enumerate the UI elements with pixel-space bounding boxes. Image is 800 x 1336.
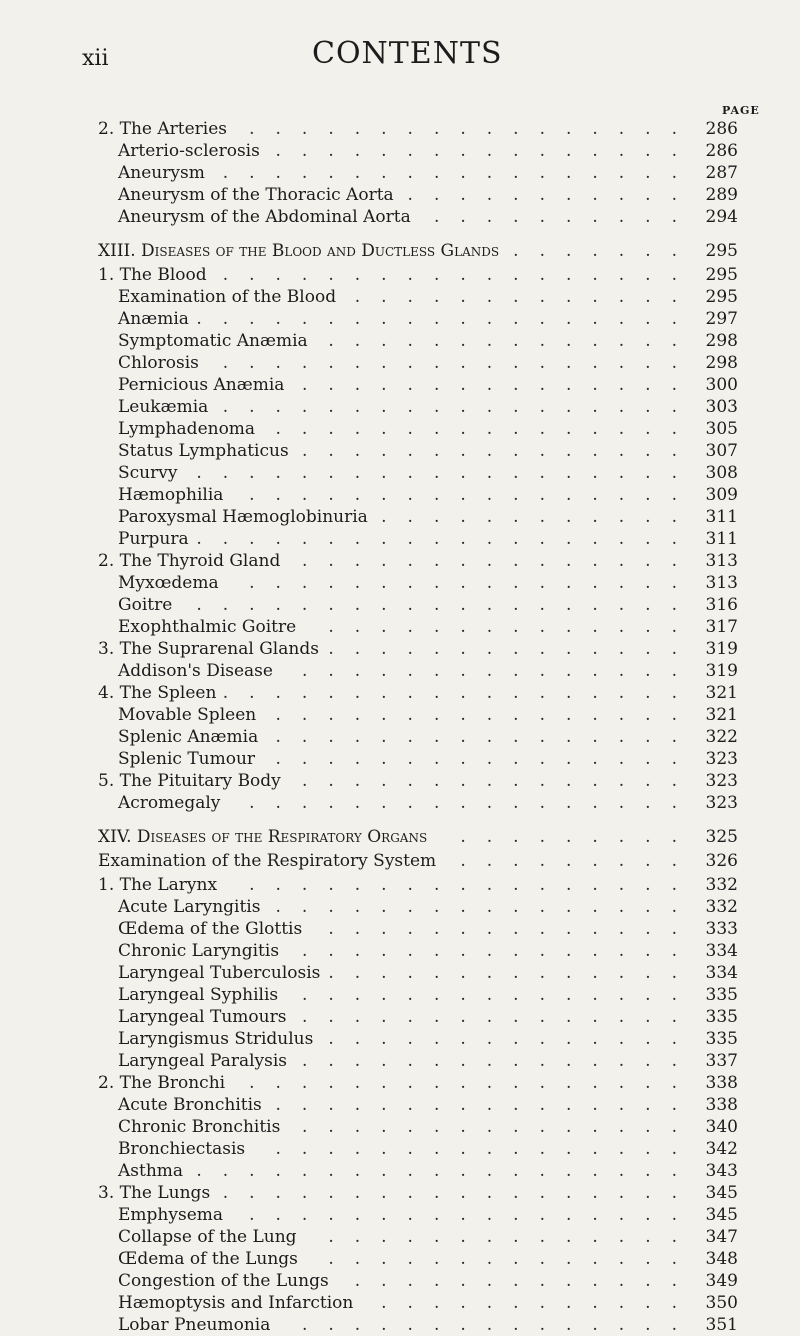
toc-entry-title: Splenic Tumour xyxy=(118,749,256,769)
toc-entry-title: 1. The Blood xyxy=(98,265,207,285)
toc-entry-page: 345 xyxy=(705,1205,738,1225)
dot-leader: .................. xyxy=(222,397,698,417)
toc-entry-row xyxy=(0,506,800,528)
dot-leader: ................ xyxy=(275,1095,698,1115)
toc-entry-title: XIII. Diseases of the Blood and Ductless Glands xyxy=(98,241,500,261)
toc-entry-title: Paroxysmal Hæmoglobinuria xyxy=(118,507,368,527)
dot-leader: .............. xyxy=(328,1249,698,1269)
toc-entry-page: 323 xyxy=(705,771,738,791)
dot-leader: ............... xyxy=(301,1117,698,1137)
toc-entry-page: 351 xyxy=(705,1315,738,1335)
toc-entry-title: Examination of the Respiratory System xyxy=(98,851,437,871)
toc-entry-page: 338 xyxy=(705,1073,738,1093)
toc-entry-page: 295 xyxy=(705,287,738,307)
dot-leader: ............ xyxy=(381,1293,698,1313)
toc-entry-title: Lymphadenoma xyxy=(118,419,256,439)
toc-entry-row xyxy=(0,594,800,616)
toc-entry-row xyxy=(0,874,800,896)
toc-entry-row xyxy=(0,1028,800,1050)
toc-entry-page: 319 xyxy=(705,661,738,681)
dot-leader: ................. xyxy=(249,1205,698,1225)
dot-leader: ............... xyxy=(301,1007,698,1027)
toc-entry-page: 319 xyxy=(705,639,738,659)
toc-entry-title: Laryngeal Tuberculosis xyxy=(118,963,321,983)
toc-entry-page: 298 xyxy=(705,353,738,373)
toc-entry-row xyxy=(0,162,800,184)
toc-entry-page: 307 xyxy=(705,441,738,461)
toc-entry-page: 313 xyxy=(705,573,738,593)
toc-entry-row xyxy=(0,792,800,814)
toc-entry-row xyxy=(0,264,800,286)
toc-entry-page: 295 xyxy=(705,241,738,261)
toc-entry-page: 305 xyxy=(705,419,738,439)
toc-entry-page: 316 xyxy=(705,595,738,615)
dot-leader: .................. xyxy=(222,265,698,285)
toc-entry-row xyxy=(0,660,800,682)
dot-leader: ............... xyxy=(301,941,698,961)
toc-entry-page: 332 xyxy=(705,875,738,895)
dot-leader: ................ xyxy=(275,1139,698,1159)
dot-leader: ................ xyxy=(275,897,698,917)
toc-entry-row xyxy=(0,572,800,594)
dot-leader: ................... xyxy=(196,1161,698,1181)
toc-entry-page: 333 xyxy=(705,919,738,939)
toc-entry-row xyxy=(0,850,800,872)
toc-entry-row xyxy=(0,984,800,1006)
toc-entry-row xyxy=(0,462,800,484)
toc-entry-title: Leukæmia xyxy=(118,397,209,417)
toc-entry-row xyxy=(0,962,800,984)
dot-leader: ................. xyxy=(249,793,698,813)
toc-entry-page: 340 xyxy=(705,1117,738,1137)
toc-entry-title: Aneurysm of the Abdominal Aorta xyxy=(118,207,411,227)
toc-entry-page: 286 xyxy=(705,141,738,161)
toc-entry-row xyxy=(0,1160,800,1182)
toc-entry-title: XIV. Diseases of the Respiratory Organs xyxy=(98,827,428,847)
dot-leader: ............... xyxy=(301,1315,698,1335)
toc-entry-row xyxy=(0,484,800,506)
toc-entry-row xyxy=(0,206,800,228)
toc-entry-title: 2. The Thyroid Gland xyxy=(98,551,281,571)
toc-entry-row xyxy=(0,1094,800,1116)
toc-entry-row xyxy=(0,748,800,770)
toc-entry-title: Laryngeal Syphilis xyxy=(118,985,279,1005)
toc-entry-row xyxy=(0,1072,800,1094)
toc-entry-page: 321 xyxy=(705,705,738,725)
dot-leader: ............... xyxy=(301,661,698,681)
toc-entry-title: Acute Laryngitis xyxy=(118,897,261,917)
dot-leader: .............. xyxy=(328,1227,698,1247)
toc-entry-title: Chronic Laryngitis xyxy=(118,941,280,961)
toc-entry-row xyxy=(0,330,800,352)
toc-entry-page: 286 xyxy=(705,119,738,139)
dot-leader: ................. xyxy=(249,875,698,895)
toc-entry-title: Arterio-sclerosis xyxy=(118,141,260,161)
dot-leader: .............. xyxy=(328,331,698,351)
toc-entry-page: 300 xyxy=(705,375,738,395)
toc-entry-row xyxy=(0,550,800,572)
toc-entry-row xyxy=(0,1292,800,1314)
toc-entry-page: 297 xyxy=(705,309,738,329)
toc-entry-title: Aneurysm of the Thoracic Aorta xyxy=(118,185,394,205)
toc-entry-title: Asthma xyxy=(118,1161,184,1181)
toc-entry-page: 335 xyxy=(705,1007,738,1027)
dot-leader: ................... xyxy=(196,463,698,483)
dot-leader: ................. xyxy=(249,1073,698,1093)
toc-entry-page: 309 xyxy=(705,485,738,505)
page-number: xii xyxy=(82,46,109,71)
toc-entry-page: 295 xyxy=(705,265,738,285)
toc-chapter-row xyxy=(0,826,800,848)
toc-entry-title: Laryngismus Stridulus xyxy=(118,1029,314,1049)
dot-leader: ............... xyxy=(301,551,698,571)
toc-entry-title: Hæmoptysis and Infarction xyxy=(118,1293,354,1313)
page-title: CONTENTS xyxy=(312,36,503,71)
dot-leader: ............... xyxy=(301,771,698,791)
toc-entry-title: Congestion of the Lungs xyxy=(118,1271,329,1291)
toc-entry-row xyxy=(0,1204,800,1226)
toc-entry-title: Purpura xyxy=(118,529,189,549)
dot-leader: ............... xyxy=(301,985,698,1005)
toc-entry-row xyxy=(0,440,800,462)
toc-entry-row xyxy=(0,184,800,206)
table-of-contents xyxy=(0,118,800,1336)
toc-entry-title: 4. The Spleen xyxy=(98,683,217,703)
toc-entry-title: Addison's Disease xyxy=(118,661,273,681)
toc-entry-page: 345 xyxy=(705,1183,738,1203)
toc-entry-page: 350 xyxy=(705,1293,738,1313)
toc-entry-page: 325 xyxy=(705,827,738,847)
toc-entry-row xyxy=(0,308,800,330)
dot-leader: ................ xyxy=(275,705,698,725)
toc-entry-row xyxy=(0,1314,800,1336)
dot-leader: .............. xyxy=(328,963,698,983)
dot-leader: .................. xyxy=(222,1183,698,1203)
toc-entry-page: 348 xyxy=(705,1249,738,1269)
toc-entry-row xyxy=(0,1226,800,1248)
toc-entry-title: 3. The Suprarenal Glands xyxy=(98,639,319,659)
toc-entry-page: 338 xyxy=(705,1095,738,1115)
toc-entry-page: 335 xyxy=(705,985,738,1005)
toc-entry-title: 2. The Bronchi xyxy=(98,1073,226,1093)
toc-entry-page: 311 xyxy=(705,507,738,527)
dot-leader: .............. xyxy=(328,1029,698,1049)
toc-entry-page: 323 xyxy=(705,749,738,769)
toc-entry-title: Myxœdema xyxy=(118,573,219,593)
toc-entry-title: Scurvy xyxy=(118,463,178,483)
toc-entry-page: 334 xyxy=(705,963,738,983)
toc-entry-title: Examination of the Blood xyxy=(118,287,337,307)
toc-entry-row xyxy=(0,1006,800,1028)
toc-entry-title: Status Lymphaticus xyxy=(118,441,289,461)
dot-leader: ................ xyxy=(275,419,698,439)
toc-entry-row xyxy=(0,1138,800,1160)
dot-leader: ................... xyxy=(196,529,698,549)
toc-entry-page: 303 xyxy=(705,397,738,417)
toc-entry-row xyxy=(0,770,800,792)
dot-leader: .............. xyxy=(328,919,698,939)
toc-entry-title: Goitre xyxy=(118,595,173,615)
page-header xyxy=(0,36,800,76)
toc-entry-row xyxy=(0,1116,800,1138)
page-column-label: PAGE xyxy=(722,104,760,117)
dot-leader: ............... xyxy=(301,375,698,395)
dot-leader: ................... xyxy=(196,595,698,615)
toc-entry-page: 294 xyxy=(705,207,738,227)
toc-entry-page: 326 xyxy=(705,851,738,871)
dot-leader: .................. xyxy=(222,353,698,373)
dot-leader: ................ xyxy=(275,727,698,747)
toc-entry-page: 308 xyxy=(705,463,738,483)
toc-entry-title: Collapse of the Lung xyxy=(118,1227,297,1247)
dot-leader: ............... xyxy=(301,1051,698,1071)
toc-entry-title: Lobar Pneumonia xyxy=(118,1315,271,1335)
toc-entry-page: 349 xyxy=(705,1271,738,1291)
toc-entry-title: Pernicious Anæmia xyxy=(118,375,285,395)
toc-entry-row xyxy=(0,638,800,660)
dot-leader: .................. xyxy=(222,163,698,183)
toc-entry-title: Acromegaly xyxy=(118,793,221,813)
toc-entry-row xyxy=(0,528,800,550)
toc-entry-row xyxy=(0,352,800,374)
toc-entry-row xyxy=(0,374,800,396)
toc-entry-title: Chlorosis xyxy=(118,353,199,373)
dot-leader: ............. xyxy=(354,287,698,307)
toc-entry-title: Laryngeal Paralysis xyxy=(118,1051,288,1071)
toc-entry-row xyxy=(0,286,800,308)
toc-entry-page: 321 xyxy=(705,683,738,703)
dot-leader: ......... xyxy=(460,827,698,847)
dot-leader: ................. xyxy=(249,485,698,505)
toc-entry-page: 311 xyxy=(705,529,738,549)
dot-leader: ............. xyxy=(354,1271,698,1291)
section-gap xyxy=(0,814,800,826)
toc-entry-title: Œdema of the Glottis xyxy=(118,919,303,939)
toc-entry-page: 342 xyxy=(705,1139,738,1159)
toc-entry-row xyxy=(0,1050,800,1072)
toc-entry-page: 323 xyxy=(705,793,738,813)
dot-leader: ......... xyxy=(460,851,698,871)
toc-entry-page: 313 xyxy=(705,551,738,571)
dot-leader: ............ xyxy=(381,507,698,527)
toc-entry-row xyxy=(0,418,800,440)
toc-entry-title: Movable Spleen xyxy=(118,705,257,725)
dot-leader: ................... xyxy=(196,309,698,329)
toc-entry-row xyxy=(0,726,800,748)
toc-entry-title: Aneurysm xyxy=(118,163,205,183)
toc-entry-title: Hæmophilia xyxy=(118,485,224,505)
toc-entry-page: 335 xyxy=(705,1029,738,1049)
toc-entry-page: 289 xyxy=(705,185,738,205)
dot-leader: ................. xyxy=(249,119,698,139)
toc-entry-row xyxy=(0,140,800,162)
toc-entry-row xyxy=(0,1182,800,1204)
toc-entry-title: 5. The Pituitary Body xyxy=(98,771,281,791)
toc-entry-page: 347 xyxy=(705,1227,738,1247)
toc-entry-title: Laryngeal Tumours xyxy=(118,1007,287,1027)
toc-entry-title: Œdema of the Lungs xyxy=(118,1249,298,1269)
toc-entry-row xyxy=(0,1248,800,1270)
toc-entry-page: 334 xyxy=(705,941,738,961)
toc-entry-title: Anæmia xyxy=(118,309,189,329)
toc-entry-title: 1. The Larynx xyxy=(98,875,218,895)
toc-entry-row xyxy=(0,396,800,418)
toc-entry-title: 3. The Lungs xyxy=(98,1183,211,1203)
toc-entry-title: Emphysema xyxy=(118,1205,224,1225)
toc-entry-row xyxy=(0,682,800,704)
dot-leader: .......... xyxy=(433,207,698,227)
toc-entry-row xyxy=(0,940,800,962)
dot-leader: ................ xyxy=(275,749,698,769)
section-gap xyxy=(0,228,800,240)
toc-entry-row xyxy=(0,1270,800,1292)
toc-entry-page: 322 xyxy=(705,727,738,747)
dot-leader: .............. xyxy=(328,617,698,637)
toc-entry-page: 298 xyxy=(705,331,738,351)
toc-entry-title: 2. The Arteries xyxy=(98,119,228,139)
toc-entry-page: 287 xyxy=(705,163,738,183)
dot-leader: ........... xyxy=(407,185,698,205)
toc-entry-title: Bronchiectasis xyxy=(118,1139,246,1159)
dot-leader: .............. xyxy=(328,639,698,659)
toc-entry-row xyxy=(0,896,800,918)
toc-entry-title: Symptomatic Anæmia xyxy=(118,331,308,351)
toc-entry-row xyxy=(0,918,800,940)
toc-entry-title: Acute Bronchitis xyxy=(118,1095,262,1115)
toc-entry-title: Chronic Bronchitis xyxy=(118,1117,281,1137)
toc-entry-page: 317 xyxy=(705,617,738,637)
toc-entry-row xyxy=(0,704,800,726)
dot-leader: ....... xyxy=(513,241,698,261)
dot-leader: ................ xyxy=(275,141,698,161)
dot-leader: ............... xyxy=(301,441,698,461)
toc-chapter-row xyxy=(0,240,800,262)
toc-entry-row xyxy=(0,118,800,140)
toc-entry-title: Exophthalmic Goitre xyxy=(118,617,297,637)
toc-entry-title: Splenic Anæmia xyxy=(118,727,259,747)
dot-leader: .................. xyxy=(222,683,698,703)
toc-entry-page: 332 xyxy=(705,897,738,917)
dot-leader: ................. xyxy=(249,573,698,593)
toc-entry-page: 337 xyxy=(705,1051,738,1071)
toc-entry-page: 343 xyxy=(705,1161,738,1181)
toc-entry-row xyxy=(0,616,800,638)
